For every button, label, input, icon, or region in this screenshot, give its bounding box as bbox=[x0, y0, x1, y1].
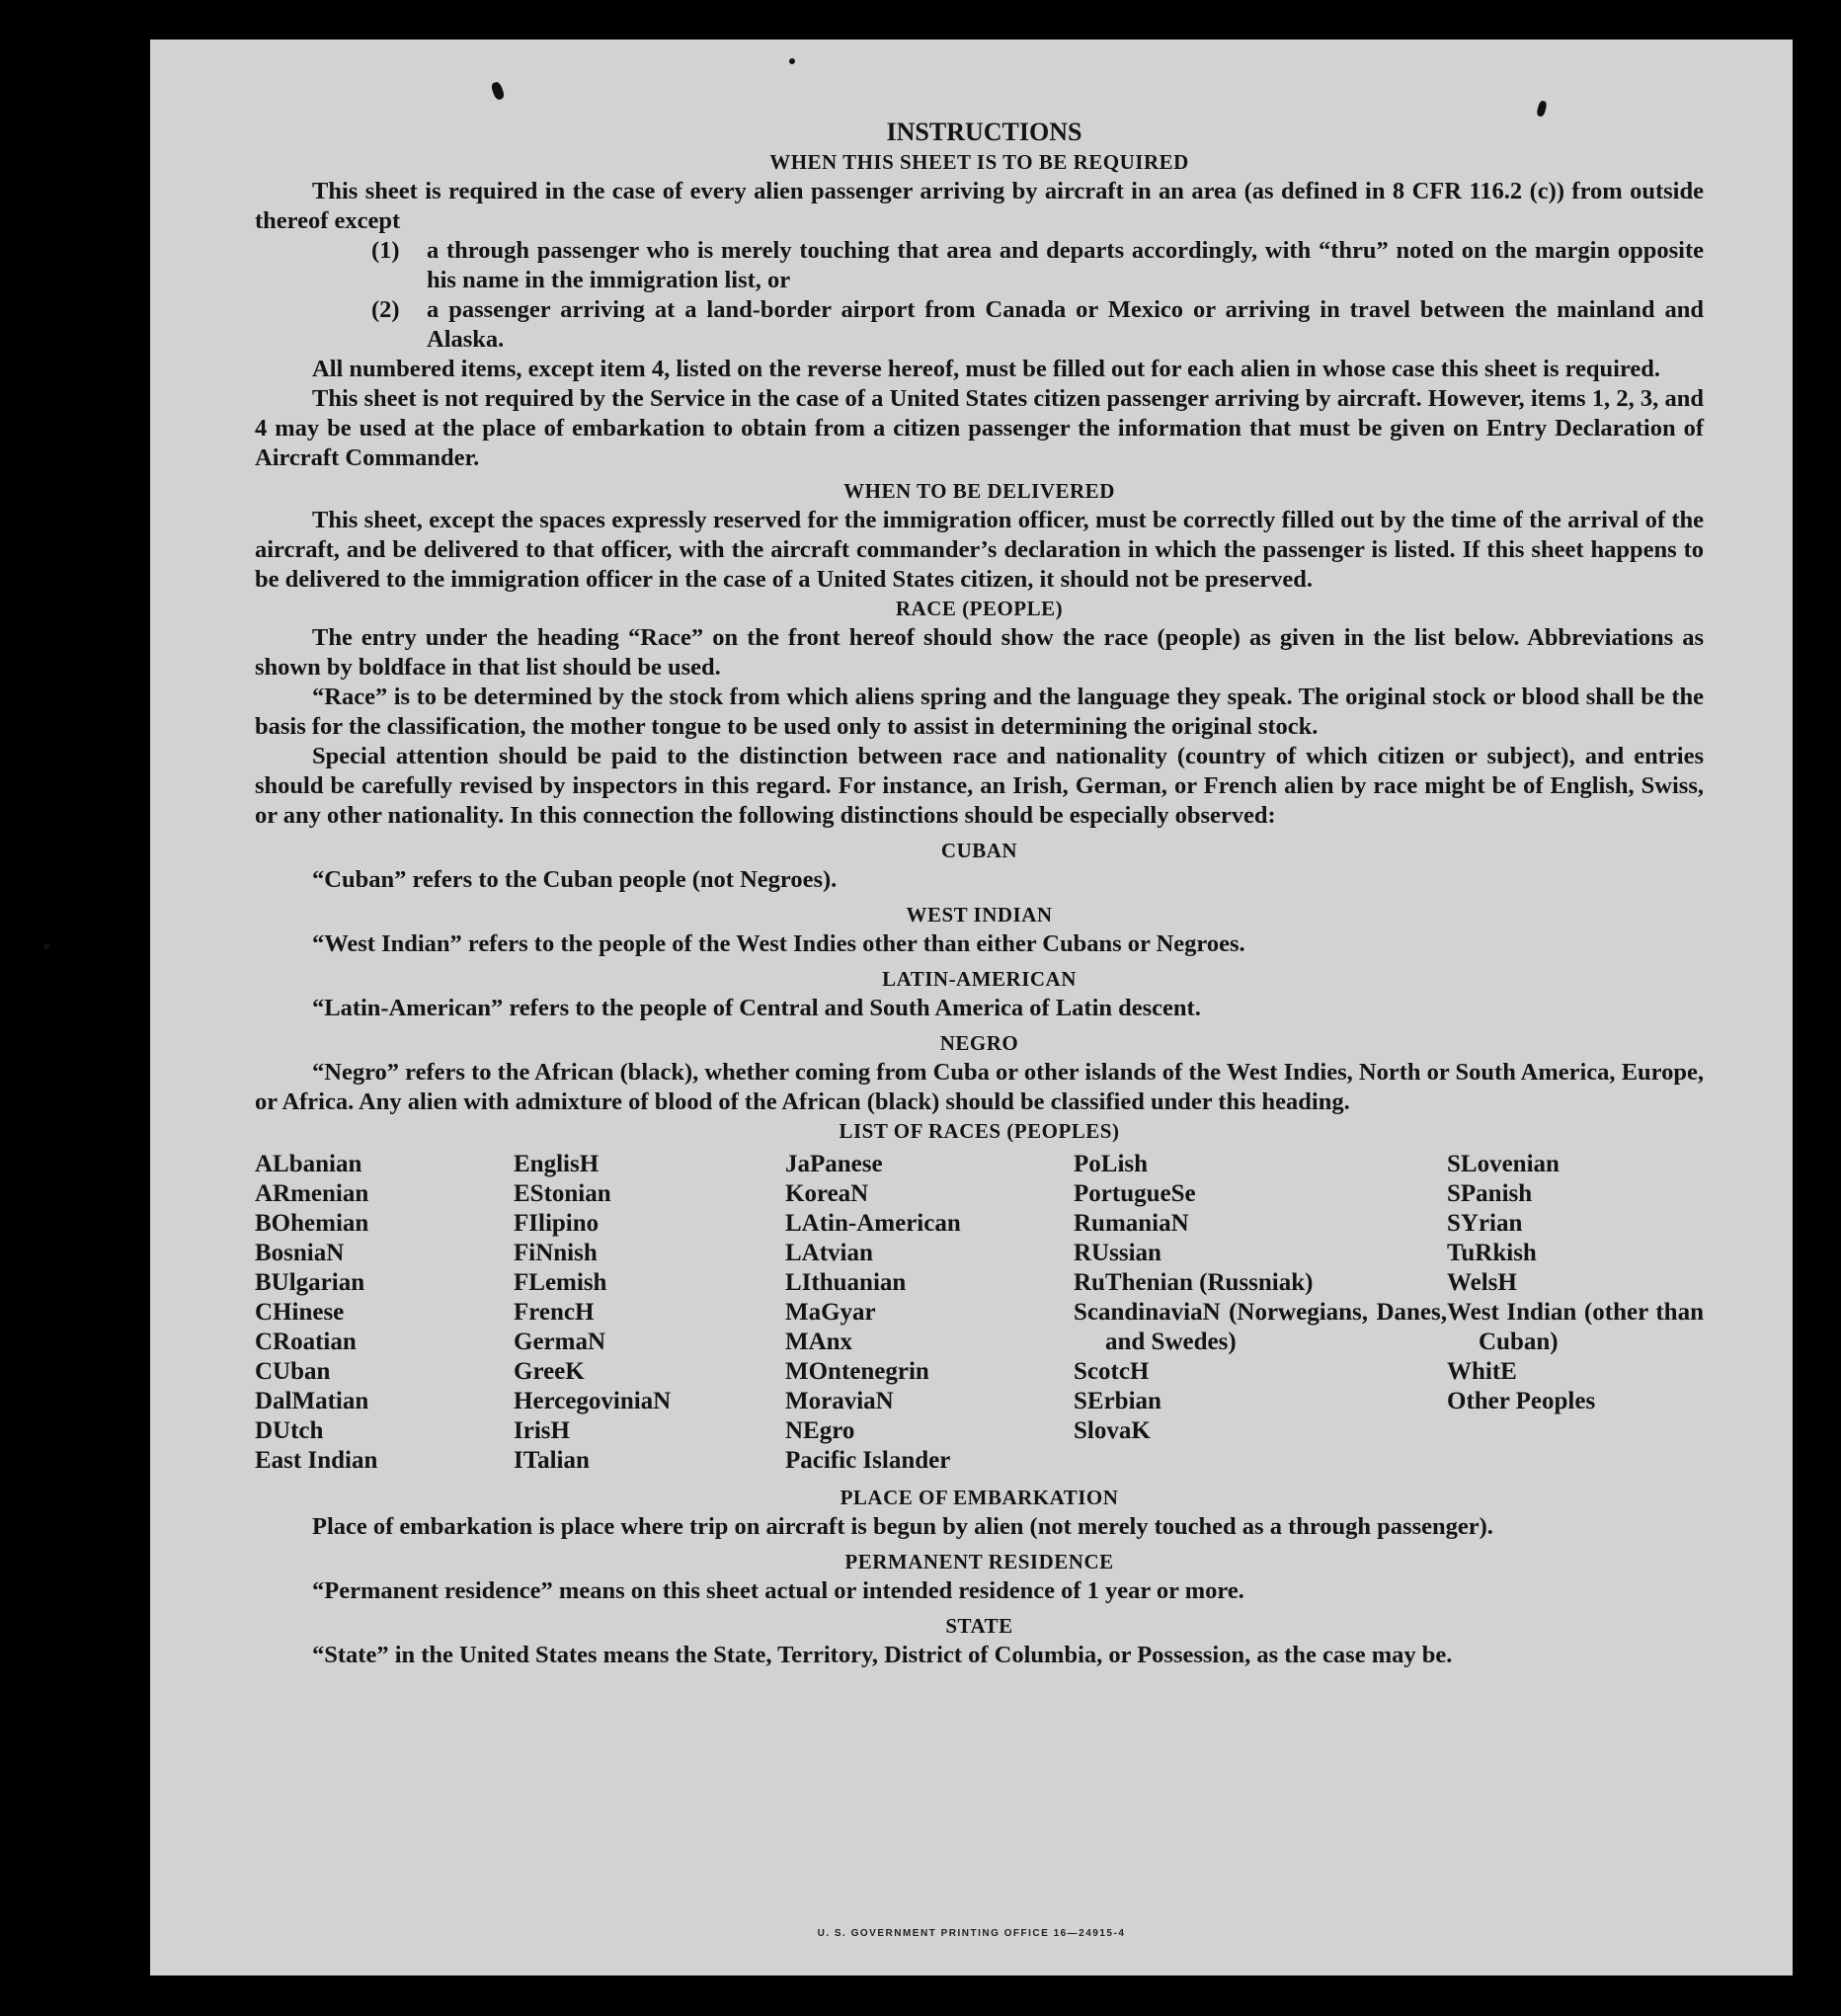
race-column-3 bbox=[785, 1150, 1074, 1476]
race-entry: MAnx bbox=[785, 1329, 853, 1355]
section-heading-state: STATE bbox=[945, 1614, 1013, 1638]
section-heading-delivered: WHEN TO BE DELIVERED bbox=[843, 479, 1115, 503]
race-entry: BOhemian bbox=[255, 1210, 369, 1237]
item-text: a passenger arriving at a land-border airport from Canada or Mexico or arriving in travel between the mainland and Alaska. bbox=[427, 296, 1704, 353]
item-text: a through passenger who is merely touching that area and departs accordingly, with “thru” noted on the margin opposite his name in the immigration list, or bbox=[427, 237, 1704, 293]
list-item bbox=[371, 295, 1704, 355]
race-entry: SPanish bbox=[1447, 1180, 1533, 1207]
race-entry: East Indian bbox=[255, 1447, 378, 1474]
race-entry: FrencH bbox=[514, 1299, 595, 1326]
speck-mark bbox=[43, 943, 49, 949]
speck-mark bbox=[789, 58, 795, 64]
race-entry: SErbian bbox=[1074, 1388, 1161, 1414]
race-column-5 bbox=[1447, 1150, 1704, 1476]
paragraph: Place of embarkation is place where trip on aircraft is begun by alien (not merely touched as a through passenger). bbox=[312, 1513, 1493, 1540]
list-item bbox=[371, 236, 1704, 295]
section-heading-permanent-residence: PERMANENT RESIDENCE bbox=[844, 1550, 1114, 1573]
instructions-content bbox=[255, 117, 1704, 1670]
race-entry: HercegoviniaN bbox=[514, 1388, 672, 1414]
race-entry: GermaN bbox=[514, 1329, 606, 1355]
paragraph: “Permanent residence” means on this sheet actual or intended residence of 1 year or more. bbox=[312, 1577, 1244, 1604]
race-column-4 bbox=[1074, 1150, 1447, 1476]
race-entry: CRoatian bbox=[255, 1329, 357, 1355]
race-entry: RuThenian (Russniak) bbox=[1074, 1269, 1314, 1296]
paragraph: All numbered items, except item 4, listed on the reverse hereof, must be filled out for each alien in whose case this sheet is required. bbox=[312, 356, 1661, 382]
race-entry: BUlgarian bbox=[255, 1269, 365, 1296]
race-entry: RUssian bbox=[1074, 1240, 1161, 1266]
race-entry: LAtvian bbox=[785, 1240, 873, 1266]
section-heading-race: RACE (PEOPLE) bbox=[895, 597, 1064, 620]
race-entry: DUtch bbox=[255, 1417, 324, 1444]
paragraph: The entry under the heading “Race” on the front hereof should show the race (people) as given in the list below. Abbreviations as shown by boldface in that list should be used. bbox=[255, 624, 1704, 681]
race-column-2 bbox=[514, 1150, 785, 1476]
race-entry: JaPanese bbox=[785, 1151, 883, 1177]
race-entry: CUban bbox=[255, 1358, 331, 1385]
race-column-1 bbox=[255, 1150, 514, 1476]
speck-mark bbox=[490, 81, 506, 101]
race-entry: MoraviaN bbox=[785, 1388, 894, 1414]
race-entry: SLovenian bbox=[1447, 1151, 1560, 1177]
race-entry: LAtin-American bbox=[785, 1210, 961, 1237]
race-entry: GreeK bbox=[514, 1358, 585, 1385]
race-entry: EnglisH bbox=[514, 1151, 600, 1177]
race-entry: PortugueSe bbox=[1074, 1180, 1196, 1207]
race-entry: WelsH bbox=[1447, 1269, 1517, 1296]
race-entry: West Indian (other than Cuban) bbox=[1447, 1299, 1704, 1355]
race-entry: SYrian bbox=[1447, 1210, 1523, 1237]
section-heading-required: WHEN THIS SHEET IS TO BE REQUIRED bbox=[769, 150, 1189, 174]
section-heading-embarkation: PLACE OF EMBARKATION bbox=[840, 1486, 1119, 1509]
race-entry: ALbanian bbox=[255, 1151, 362, 1177]
paragraph: “Race” is to be determined by the stock from which aliens spring and the language they speak. The original stock or blood shall be the basis for the classification, the mother tongue to be used only to assist in determining the original stock. bbox=[255, 684, 1704, 740]
race-entry: SlovaK bbox=[1074, 1417, 1151, 1444]
race-entry: FLemish bbox=[514, 1269, 607, 1296]
paragraph: Special attention should be paid to the distinction between race and nationality (country of which citizen or subject), and entries should be carefully revised by inspectors in this regard. For instance, an Irish, German, or French alien by race might be of English, Swiss, or any other nationality. In this connection the following distinctions should be especially observed: bbox=[255, 743, 1704, 829]
section-heading-list-of-races: LIST OF RACES (PEOPLES) bbox=[839, 1119, 1120, 1143]
race-entry: IrisH bbox=[514, 1417, 570, 1444]
section-heading-cuban: CUBAN bbox=[940, 839, 1018, 862]
section-heading-latin-american: LATIN-AMERICAN bbox=[882, 967, 1077, 991]
paragraph: “Negro” refers to the African (black), whether coming from Cuba or other islands of the West Indies, North or South America, Europe, or Africa. Any alien with admixture of blood of the African (black) should be classified under this heading. bbox=[255, 1059, 1704, 1115]
race-list bbox=[255, 1150, 1704, 1476]
race-entry: MaGyar bbox=[785, 1299, 876, 1326]
paragraph: “Cuban” refers to the Cuban people (not Negroes). bbox=[312, 866, 838, 893]
race-entry: LIthuanian bbox=[785, 1269, 907, 1296]
item-number: (1) bbox=[371, 237, 400, 264]
race-entry: ScotcH bbox=[1074, 1358, 1150, 1385]
race-entry: ARmenian bbox=[255, 1180, 369, 1207]
section-heading-west-indian: WEST INDIAN bbox=[906, 903, 1053, 927]
race-entry: Pacific Islander bbox=[785, 1447, 951, 1474]
race-entry: WhitE bbox=[1447, 1358, 1517, 1385]
item-number: (2) bbox=[371, 296, 400, 323]
race-entry: PoLish bbox=[1074, 1151, 1149, 1177]
paragraph: This sheet, except the spaces expressly reserved for the immigration officer, must be correctly filled out by the time of the arrival of the aircraft, and be delivered to that officer, with the aircraft commander’s declaration in which the passenger is listed. If this sheet happens to be delivered to the immigration officer in the case of a United States citizen, it should not be preserved. bbox=[255, 507, 1704, 593]
race-entry: DalMatian bbox=[255, 1388, 369, 1414]
race-entry: NEgro bbox=[785, 1417, 855, 1444]
race-entry: ScandinaviaN (Norwegians, Danes, and Swedes) bbox=[1074, 1299, 1447, 1355]
race-entry: CHinese bbox=[255, 1299, 345, 1326]
paragraph: This sheet is required in the case of every alien passenger arriving by aircraft in an area (as defined in 8 CFR 116.2 (c)) from outside thereof except bbox=[255, 178, 1704, 234]
section-heading-negro: NEGRO bbox=[939, 1031, 1019, 1055]
race-entry: RumaniaN bbox=[1074, 1210, 1189, 1237]
race-entry: EStonian bbox=[514, 1180, 611, 1207]
race-entry: FiNnish bbox=[514, 1240, 598, 1266]
speck-mark bbox=[1536, 100, 1548, 118]
race-entry: TuRkish bbox=[1447, 1240, 1537, 1266]
race-entry: BosniaN bbox=[255, 1240, 345, 1266]
paragraph: “Latin-American” refers to the people of Central and South America of Latin descent. bbox=[312, 995, 1201, 1021]
printing-office-footer: U. S. GOVERNMENT PRINTING OFFICE 16—24915-4 bbox=[817, 1928, 1126, 1939]
race-entry: ITalian bbox=[514, 1447, 590, 1474]
page-title: INSTRUCTIONS bbox=[886, 118, 1082, 146]
paragraph: This sheet is not required by the Service in the case of a United States citizen passenger arriving by aircraft. However, items 1, 2, 3, and 4 may be used at the place of embarkation to obtain from a citizen passenger the information that must be given on Entry Declaration of Aircraft Commander. bbox=[255, 385, 1704, 471]
race-entry: MOntenegrin bbox=[785, 1358, 929, 1385]
document-sheet bbox=[150, 40, 1793, 1976]
paragraph: “West Indian” refers to the people of the West Indies other than either Cubans or Negroes. bbox=[312, 930, 1245, 957]
paragraph: “State” in the United States means the State, Territory, District of Columbia, or Possession, as the case may be. bbox=[312, 1642, 1453, 1668]
race-entry: KoreaN bbox=[785, 1180, 869, 1207]
race-entry: FIlipino bbox=[514, 1210, 600, 1237]
race-entry: Other Peoples bbox=[1447, 1388, 1596, 1414]
